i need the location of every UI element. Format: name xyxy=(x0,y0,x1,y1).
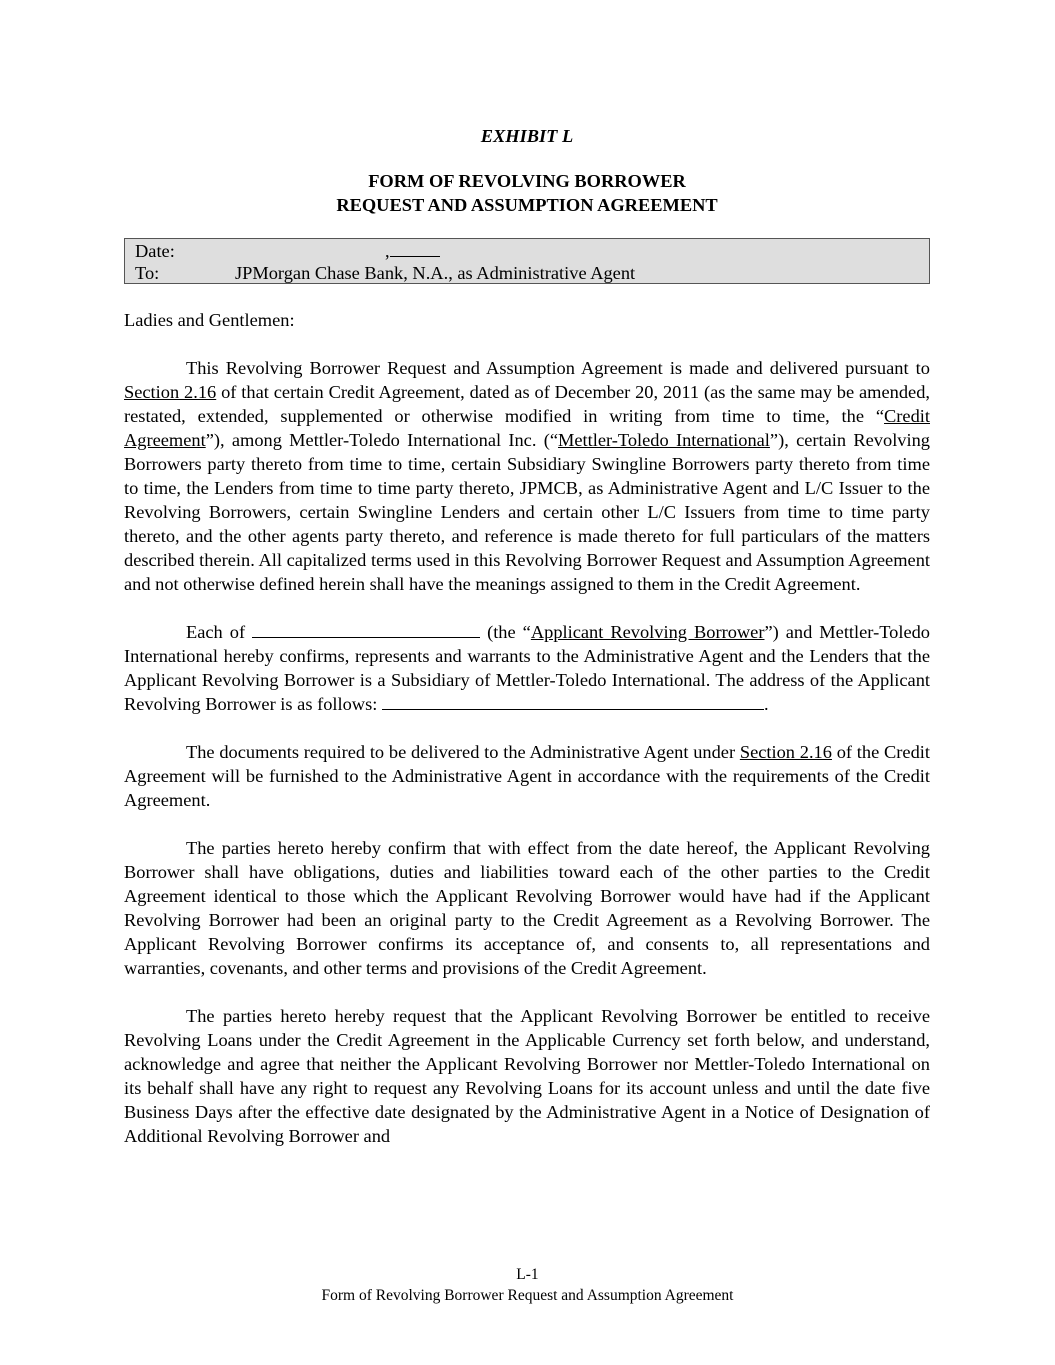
exhibit-heading: EXHIBIT L xyxy=(480,126,574,146)
p2-text-b: (the “ xyxy=(480,622,531,642)
to-label: To: xyxy=(135,263,160,283)
paragraph-1 xyxy=(124,356,930,596)
date-row xyxy=(135,240,919,262)
paragraph-3 xyxy=(124,740,930,812)
p1-text-b: of that certain Credit Agreement, dated as of December 20, 2011 (as the same may be amended, restated, extended, supplemented or otherwise modified in writing from time to time, the “ xyxy=(124,382,930,426)
document-title xyxy=(124,169,930,217)
document-body xyxy=(124,124,930,1148)
salutation: Ladies and Gentlemen: xyxy=(124,310,295,330)
p3-text-a: The documents required to be delivered to the Administrative Agent under xyxy=(186,742,740,762)
p2-text-d: . xyxy=(763,694,769,714)
to-row xyxy=(135,262,919,284)
p1-text-a: This Revolving Borrower Request and Assumption Agreement is made and delivered pursuant to xyxy=(186,358,930,378)
to-recipient: JPMorgan Chase Bank, N.A., as Administrative Agent xyxy=(235,263,636,283)
credit-agreement-term: Credit Agreement xyxy=(124,406,930,450)
p1-text-d: ”), certain Revolving Borrowers party thereto from time to time, certain Subsidiary Swingline Borrowers party thereto from time to time, the Lenders from time to time party thereto, JPMCB, as Administrative Agent and L/C Issuer to the Revolving Borrowers, certain Swingline Lenders and certain other L/C Issuers from time to time party thereto, and the other agents party thereto, and reference is made thereto for full particulars of the matters described therein. All capitalized terms used in this Revolving Borrower Request and Assumption Agreement and not otherwise defined herein shall have the meanings assigned to them in the Credit Agreement. xyxy=(124,430,930,594)
date-comma: , xyxy=(385,241,390,261)
title-line-1: FORM OF REVOLVING BORROWER xyxy=(368,171,686,191)
p2-text-c: ”) and Mettler-Toledo International hereby confirms, represents and warrants to the Administrative Agent and the Lenders that the Applicant Revolving Borrower is a Subsidiary of Mettler-Toledo International. The address of the Applicant Revolving Borrower is as follows: xyxy=(124,622,930,714)
date-label: Date: xyxy=(135,241,175,261)
applicant-name-blank[interactable] xyxy=(252,622,480,638)
title-line-2: REQUEST AND ASSUMPTION AGREEMENT xyxy=(336,195,718,215)
date-year-blank[interactable] xyxy=(390,240,440,257)
page-number: L-1 xyxy=(516,1266,539,1283)
p2-text-a: Each of xyxy=(186,622,253,642)
paragraph-4: The parties hereto hereby confirm that with effect from the date hereof, the Applicant Revolving Borrower shall have obligations, duties and liabilities toward each of the other parties to the Credit Agreement identical to those which the Applicant Revolving Borrower would have had if the Applicant Revolving Borrower had been an original party to the Credit Agreement as a Revolving Borrower. The Applicant Revolving Borrower confirms its acceptance of, and consents to, all representations and warranties, covenants, and other terms and provisions of the Credit Agreement. xyxy=(124,838,930,978)
section-2-16-ref: Section 2.16 xyxy=(124,382,217,402)
address-blank[interactable] xyxy=(382,694,764,710)
paragraph-5: The parties hereto hereby request that the Applicant Revolving Borrower be entitled to receive Revolving Loans under the Credit Agreement in the Applicable Currency set forth below, and understand, acknowledge and agree that neither the Applicant Revolving Borrower nor Mettler-Toledo International on its behalf shall have any right to request any Revolving Loans for its account unless and until the date five Business Days after the effective date designated by the Administrative Agent in a Notice of Designation of Additional Revolving Borrower and xyxy=(124,1006,930,1146)
p1-text-c: ”), among Mettler-Toledo International Inc. (“ xyxy=(205,430,558,450)
paragraph-2 xyxy=(124,620,930,716)
mettler-toledo-term: Mettler-Toledo International xyxy=(558,430,770,450)
page-footer xyxy=(0,1264,1055,1306)
applicant-term: Applicant Revolving Borrower xyxy=(530,622,765,642)
address-box xyxy=(124,238,930,284)
p3-text-b: of the Credit Agreement will be furnished to the Administrative Agent in accordance with the requirements of the Credit Agreement. xyxy=(124,742,930,810)
footer-title: Form of Revolving Borrower Request and Assumption Agreement xyxy=(321,1287,734,1304)
section-2-16-ref-2: Section 2.16 xyxy=(739,742,832,762)
